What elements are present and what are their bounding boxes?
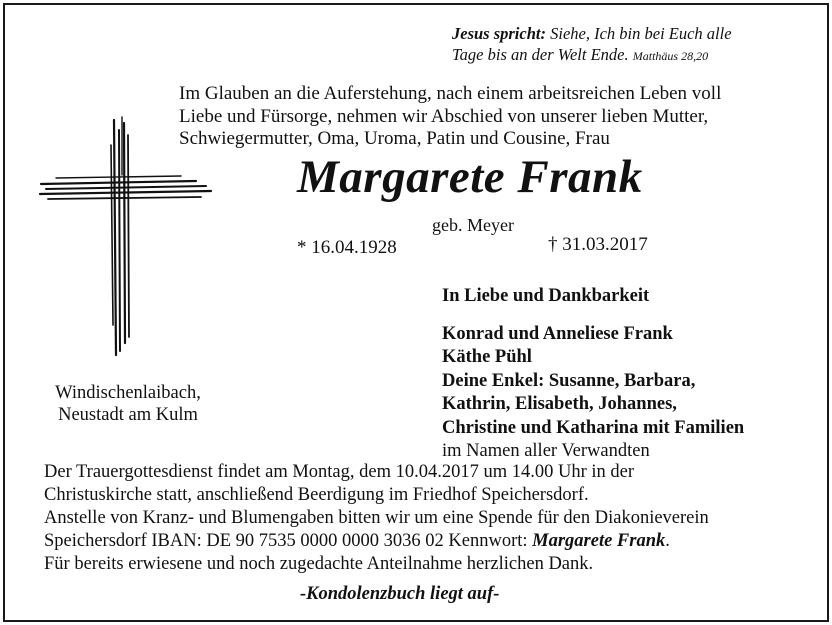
place-line: Windischenlaibach,: [55, 383, 201, 403]
place-block: [33, 382, 223, 426]
mourner-line: Kathrin, Elisabeth, Johannes,: [442, 394, 677, 414]
mourner-line: Christine und Katharina mit Familien: [442, 417, 745, 438]
bible-verse: [452, 23, 732, 67]
donation-keyword: Margarete Frank: [532, 531, 666, 551]
maiden-name: geb. Meyer: [432, 215, 514, 235]
service-line-donation: [44, 530, 709, 553]
verse-speaker: Jesus spricht:: [452, 24, 546, 43]
intro-line: Schwiegermutter, Oma, Uroma, Patin und Cousine, Frau: [179, 128, 610, 149]
donation-period: .: [665, 531, 670, 551]
service-info: [44, 461, 709, 576]
verse-line-1: Siehe, Ich bin bei Euch alle: [550, 24, 732, 43]
mourner-line: Deine Enkel: Susanne, Barbara,: [442, 370, 696, 391]
mourners-block: [442, 285, 744, 464]
intro-line: Liebe und Fürsorge, nehmen wir Abschied von unserer lieben Mutter,: [179, 105, 709, 127]
service-line: Der Trauergottesdienst findet am Montag, dem 10.04.2017 um 14.00 Uhr in der: [44, 462, 635, 482]
cross-icon: [36, 115, 216, 360]
service-line: Für bereits erwiesene und noch zugedachte Anteilnahme herzlichen Dank.: [44, 554, 594, 574]
mourner-line: Konrad und Anneliese Frank: [442, 323, 673, 344]
intro-text: [179, 83, 721, 151]
place-line: Neustadt am Kulm: [58, 405, 198, 425]
verse-reference: Matthäus 28,20: [632, 49, 709, 63]
intro-line: Im Glauben an die Auferstehung, nach einem arbeitsreichen Leben voll: [179, 83, 722, 104]
mourners-heading: In Liebe und Dankbarkeit: [442, 286, 650, 306]
service-line: Christuskirche statt, anschließend Beerdigung im Friedhof Speichersdorf.: [44, 485, 589, 505]
condolence-note: -Kondolenzbuch liegt auf-: [300, 584, 500, 604]
death-date: † 31.03.2017: [548, 234, 648, 255]
mourners-footer: im Namen aller Verwandten: [442, 441, 650, 461]
deceased-name: Margarete Frank: [297, 151, 643, 203]
service-line: Anstelle von Kranz- und Blumengaben bitten wir um eine Spende für den Diakonieverein: [44, 508, 709, 528]
birth-date: * 16.04.1928: [297, 237, 397, 258]
verse-line-2: Tage bis an der Welt Ende.: [452, 45, 629, 64]
donation-details: Speichersdorf IBAN: DE 90 7535 0000 0000 3036 02 Kennwort:: [44, 531, 528, 551]
mourner-line: Käthe Pühl: [442, 347, 532, 367]
